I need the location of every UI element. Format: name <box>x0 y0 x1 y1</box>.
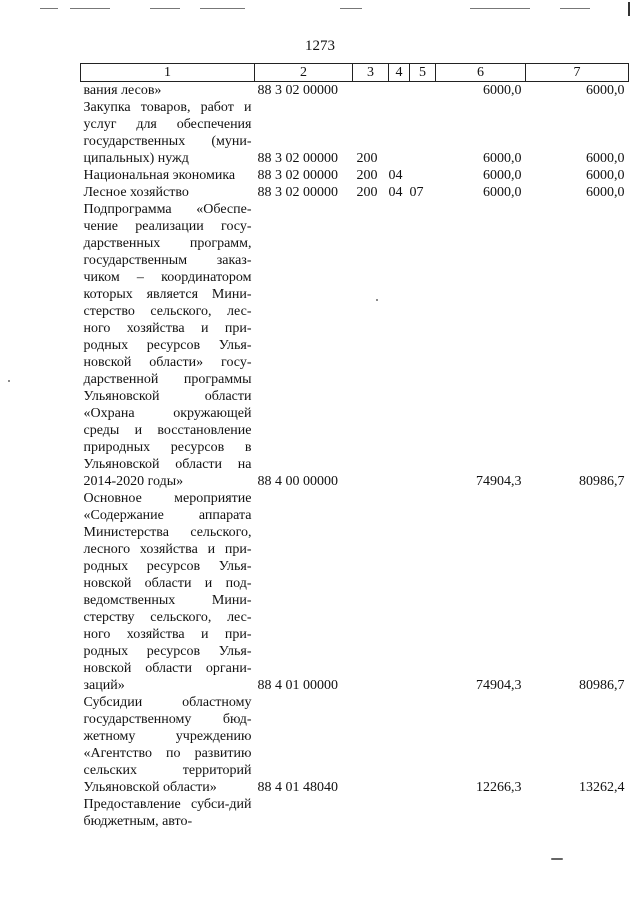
row-amount-col6: 74904,3 <box>476 474 522 489</box>
row-code: 88 3 02 00000 <box>257 185 338 200</box>
row-expense-type: 200 <box>356 185 378 200</box>
row-section <box>389 796 410 830</box>
page-number: 1273 <box>305 38 335 54</box>
row-code: 88 4 01 48040 <box>257 780 338 795</box>
row-subsection <box>410 99 436 167</box>
column-header: 2 <box>255 64 353 82</box>
row-expense-type <box>353 201 389 490</box>
row-subsection <box>410 201 436 490</box>
scan-artifact <box>470 8 530 9</box>
column-header: 4 <box>389 64 410 82</box>
row-code: 88 3 02 00000 <box>257 168 338 183</box>
table-row <box>81 796 629 830</box>
row-subsection <box>410 167 436 184</box>
row-section <box>389 99 410 167</box>
row-amount-col6 <box>436 796 526 830</box>
row-amount-col6: 74904,3 <box>476 678 522 693</box>
row-subsection <box>410 490 436 694</box>
row-subsection <box>410 82 436 100</box>
row-amount-col6: 6000,0 <box>483 185 522 200</box>
row-section <box>389 82 410 100</box>
scan-artifact <box>200 8 245 9</box>
row-code <box>255 796 353 830</box>
row-amount-col7: 6000,0 <box>586 185 625 200</box>
row-amount-col7: 80986,7 <box>579 678 625 693</box>
column-header: 6 <box>436 64 526 82</box>
row-amount-col6: 12266,3 <box>476 780 522 795</box>
row-description: Предоставление субси-дий бюджетным, авто- <box>83 797 252 829</box>
table-row <box>81 82 629 100</box>
table-row <box>81 167 629 184</box>
row-amount-col7: 6000,0 <box>586 83 625 98</box>
row-subsection <box>410 694 436 796</box>
row-description: Подпрограмма «Обеспе-чение реализации госу-дарственных программ, государственным заказ-чиком – координатором которых является Мини-стерство сельского, лес-ного хозяйства и при-родных ресурсов Улья-новской области» госу-дарственной программы Ульяновской области «Охрана окружающей среды и восстановление природных ресурсов в Ульяновской области на 2014-2020 годы» <box>83 202 252 489</box>
scan-artifact <box>40 8 58 9</box>
row-expense-type <box>353 694 389 796</box>
table-row <box>81 201 629 490</box>
column-header: 5 <box>410 64 436 82</box>
row-expense-type <box>353 82 389 100</box>
table-row <box>81 184 629 201</box>
row-section <box>389 201 410 490</box>
row-expense-type <box>353 796 389 830</box>
row-subsection <box>410 796 436 830</box>
scan-artifact <box>70 8 110 9</box>
row-amount-col7: 6000,0 <box>586 151 625 166</box>
table-row <box>81 490 629 694</box>
row-section <box>389 694 410 796</box>
row-description: Субсидии областному государственному бюд-жетному учреждению «Агентство по развитию сельских территорий Ульяновской области» <box>83 695 252 795</box>
row-description: Лесное хозяйство <box>83 185 189 200</box>
column-header: 1 <box>81 64 255 82</box>
row-description: Основное мероприятие «Содержание аппарата Министерства сельского, лесного хозяйства и при-родных ресурсов Улья-новской области и под-ведомственных Мини-стерству сельского, лес-ного хозяйства и при-родных ресурсов Улья-новской области органи-заций» <box>83 491 252 693</box>
scan-artifact <box>560 8 590 9</box>
row-amount-col6: 6000,0 <box>483 168 522 183</box>
scan-artifact <box>340 8 362 9</box>
row-expense-type: 200 <box>356 151 378 166</box>
row-section: 04 <box>388 168 403 183</box>
row-amount-col7: 13262,4 <box>579 780 625 795</box>
table-row <box>81 99 629 167</box>
scan-speck <box>551 858 563 860</box>
scan-speck <box>8 380 10 382</box>
row-code: 88 4 01 00000 <box>257 678 338 693</box>
row-expense-type <box>353 490 389 694</box>
row-expense-type: 200 <box>356 168 378 183</box>
table-header-row <box>81 64 629 82</box>
row-amount-col6: 6000,0 <box>483 151 522 166</box>
row-code: 88 3 02 00000 <box>257 151 338 166</box>
scan-artifact <box>150 8 180 9</box>
budget-table <box>80 63 629 830</box>
row-description: вания лесов» <box>83 83 162 98</box>
row-code: 88 3 02 00000 <box>257 83 338 98</box>
row-section: 04 <box>388 185 403 200</box>
row-description: Национальная экономика <box>83 168 236 183</box>
row-amount-col7: 6000,0 <box>586 168 625 183</box>
row-section <box>389 490 410 694</box>
column-header: 3 <box>353 64 389 82</box>
row-amount-col7 <box>526 796 629 830</box>
table-row <box>81 694 629 796</box>
column-header: 7 <box>526 64 629 82</box>
scan-edge-mark <box>628 2 630 16</box>
row-subsection: 07 <box>409 185 424 200</box>
row-amount-col7: 80986,7 <box>579 474 625 489</box>
row-amount-col6: 6000,0 <box>483 83 522 98</box>
row-description: Закупка товаров, работ и услуг для обеспечения государственных (муни-ципальных) нужд <box>83 100 252 166</box>
row-code: 88 4 00 00000 <box>257 474 338 489</box>
